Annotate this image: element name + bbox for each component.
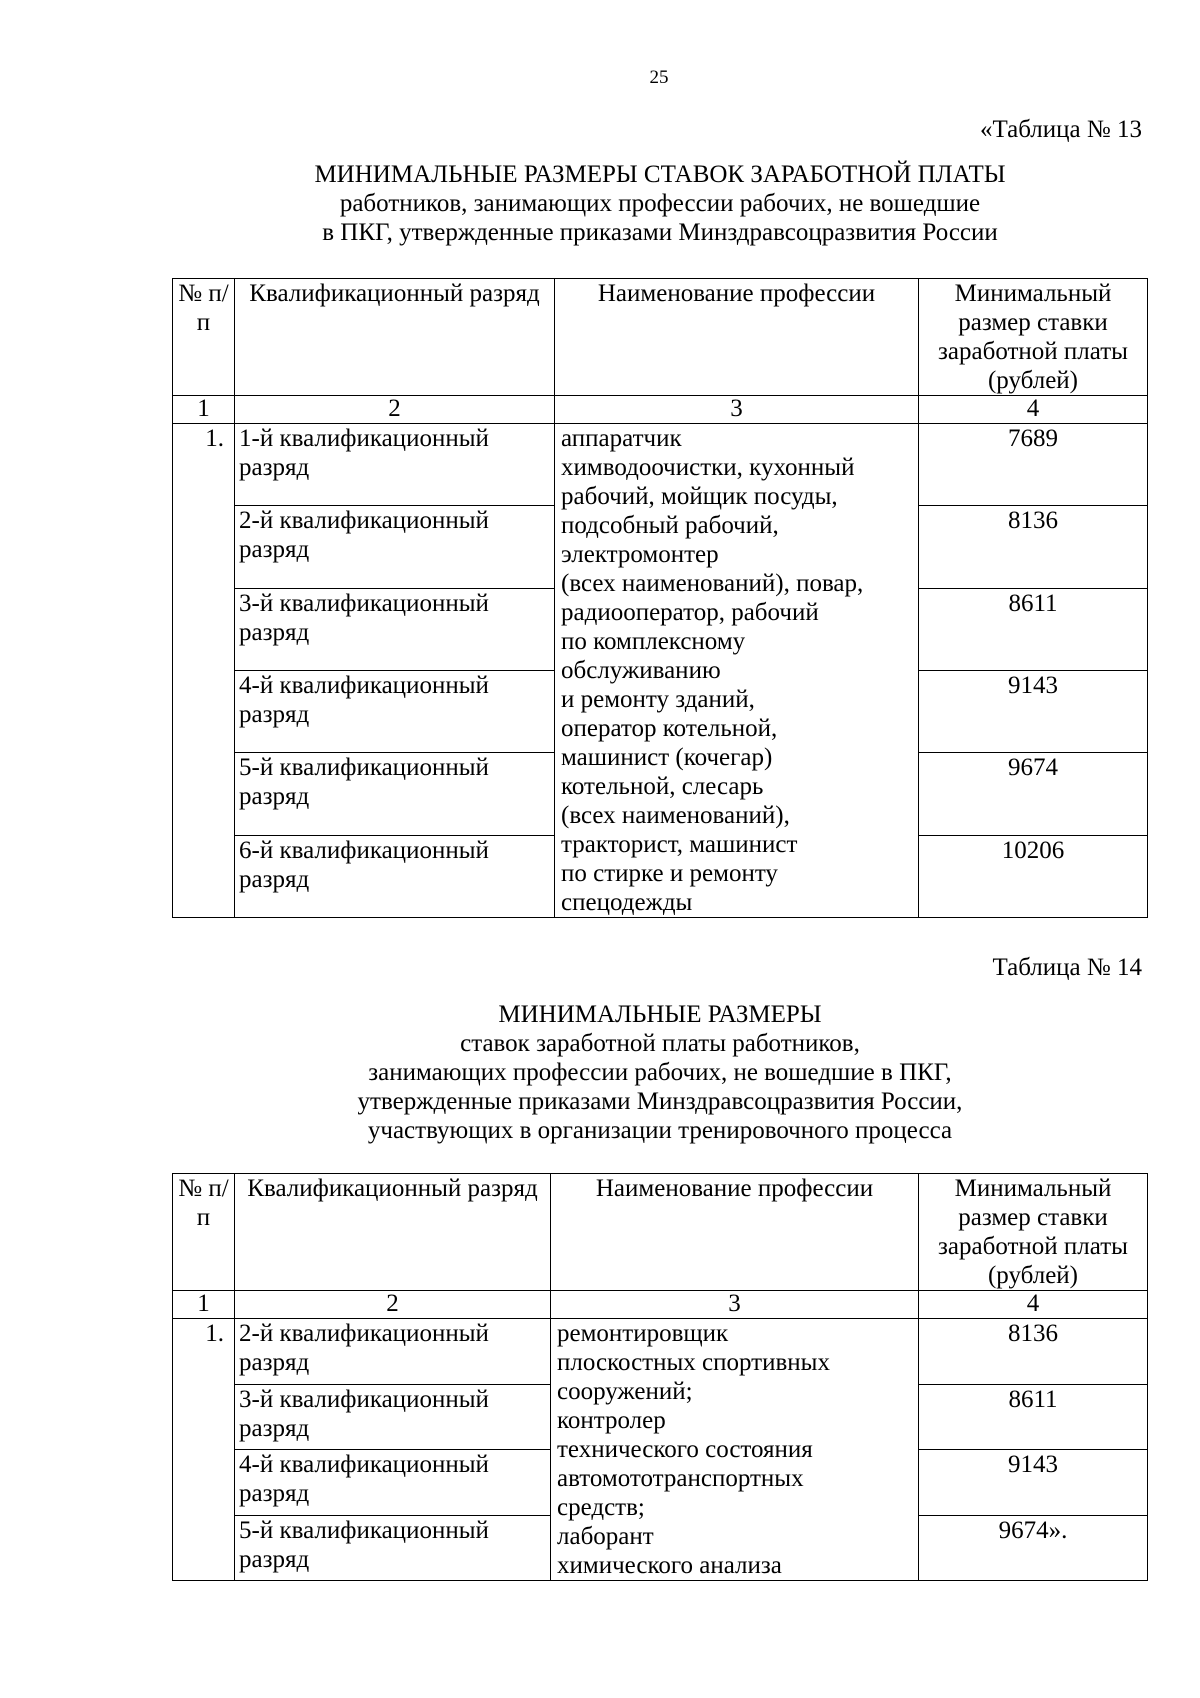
column-number: 4	[919, 396, 1148, 424]
grade-cell: 4-й квалификационный разряд	[235, 670, 555, 752]
header-grade: Квалификационный разряд	[235, 1174, 551, 1291]
column-number: 1	[173, 1291, 235, 1319]
profession-line: аппаратчик	[561, 425, 682, 452]
profession-line: ремонтировщик	[557, 1320, 729, 1347]
profession-line: радиооператор, рабочий	[561, 599, 819, 626]
table-13-title	[175, 160, 1145, 247]
title-line: работников, занимающих профессии рабочих, не вошедшие	[339, 190, 981, 217]
table-row	[173, 424, 1148, 506]
grade-cell: 4-й квалификационный разряд	[235, 1450, 551, 1516]
pay-cell: 9143	[919, 1450, 1148, 1516]
profession-line: плоскостных спортивных	[557, 1349, 830, 1376]
grade-cell: 6-й квалификационный разряд	[235, 835, 555, 917]
profession-line: обслуживанию	[561, 657, 721, 684]
grade-cell: 5-й квалификационный разряд	[235, 753, 555, 835]
profession-line: спецодежды	[561, 889, 693, 916]
pay-cell: 8611	[919, 588, 1148, 670]
row-number: 1.	[173, 424, 235, 918]
profession-line: лаборант	[557, 1523, 654, 1550]
grade-cell: 1-й квалификационный разряд	[235, 424, 555, 506]
profession-line: машинист (кочегар)	[561, 744, 773, 771]
title-line: занимающих профессии рабочих, не вошедшие в ПКГ,	[368, 1059, 952, 1086]
pay-cell: 8136	[919, 1319, 1148, 1385]
profession-line: химводоочистки, кухонный	[561, 454, 855, 481]
title-line: участвующих в организации тренировочного процесса	[367, 1117, 953, 1144]
grade-cell: 2-й квалификационный разряд	[235, 506, 555, 588]
header-profession: Наименование профессии	[555, 279, 919, 396]
profession-line: котельной, слесарь	[561, 773, 764, 800]
profession-cell	[551, 1319, 919, 1581]
pay-cell: 7689	[919, 424, 1148, 506]
table-14-title	[175, 1000, 1145, 1145]
table-14	[172, 1173, 1148, 1581]
column-number: 2	[235, 1291, 551, 1319]
header-number: № п/п	[173, 1174, 235, 1291]
row-number: 1.	[173, 1319, 235, 1581]
grade-cell: 5-й квалификационный разряд	[235, 1515, 551, 1581]
pay-cell: 9143	[919, 670, 1148, 752]
column-number: 1	[173, 396, 235, 424]
pay-cell: 9674	[919, 753, 1148, 835]
profession-line: по комплексному	[561, 628, 746, 655]
header-number: № п/п	[173, 279, 235, 396]
profession-line: электромонтер	[561, 541, 719, 568]
column-number: 2	[235, 396, 555, 424]
title-line: ставок заработной платы работников,	[460, 1030, 860, 1057]
profession-line: подсобный рабочий,	[561, 512, 779, 539]
title-line: в ПКГ, утвержденные приказами Минздравсоцразвития России	[322, 219, 998, 246]
column-number: 3	[555, 396, 919, 424]
pay-cell: 9674».	[919, 1515, 1148, 1581]
column-number: 4	[919, 1291, 1148, 1319]
pay-cell: 8611	[919, 1384, 1148, 1450]
column-number: 3	[551, 1291, 919, 1319]
profession-cell	[555, 424, 919, 918]
pay-cell: 10206	[919, 835, 1148, 917]
profession-line: автомототранспортных	[557, 1465, 804, 1492]
grade-cell: 3-й квалификационный разряд	[235, 1384, 551, 1450]
title-line: МИНИМАЛЬНЫЕ РАЗМЕРЫ СТАВОК ЗАРАБОТНОЙ ПЛАТЫ	[314, 161, 1006, 188]
profession-line: средств;	[557, 1494, 645, 1521]
profession-line: технического состояния	[557, 1436, 813, 1463]
profession-line: (всех наименований), повар,	[561, 570, 864, 597]
table-13-caption: «Таблица № 13	[979, 116, 1142, 143]
profession-line: (всех наименований),	[561, 802, 790, 829]
header-pay: Минимальный размер ставки заработной платы (рублей)	[919, 279, 1148, 396]
header-pay: Минимальный размер ставки заработной платы (рублей)	[919, 1174, 1148, 1291]
profession-line: и ремонту зданий,	[561, 686, 755, 713]
grade-cell: 3-й квалификационный разряд	[235, 588, 555, 670]
table-row	[173, 1319, 1148, 1385]
header-grade: Квалификационный разряд	[235, 279, 555, 396]
title-line: утвержденные приказами Минздравсоцразвития России,	[357, 1088, 963, 1115]
page-number: 25	[649, 67, 669, 88]
profession-line: оператор котельной,	[561, 715, 778, 742]
profession-line: сооружений;	[557, 1378, 693, 1405]
profession-line: тракторист, машинист	[561, 831, 798, 858]
profession-line: по стирке и ремонту	[561, 860, 778, 887]
grade-cell: 2-й квалификационный разряд	[235, 1319, 551, 1385]
pay-cell: 8136	[919, 506, 1148, 588]
profession-line: химического анализа	[557, 1552, 782, 1579]
profession-line: контролер	[557, 1407, 666, 1434]
title-line: МИНИМАЛЬНЫЕ РАЗМЕРЫ	[498, 1001, 822, 1028]
table-14-caption: Таблица № 14	[992, 954, 1142, 981]
profession-line: рабочий, мойщик посуды,	[561, 483, 838, 510]
header-profession: Наименование профессии	[551, 1174, 919, 1291]
table-13	[172, 278, 1148, 918]
